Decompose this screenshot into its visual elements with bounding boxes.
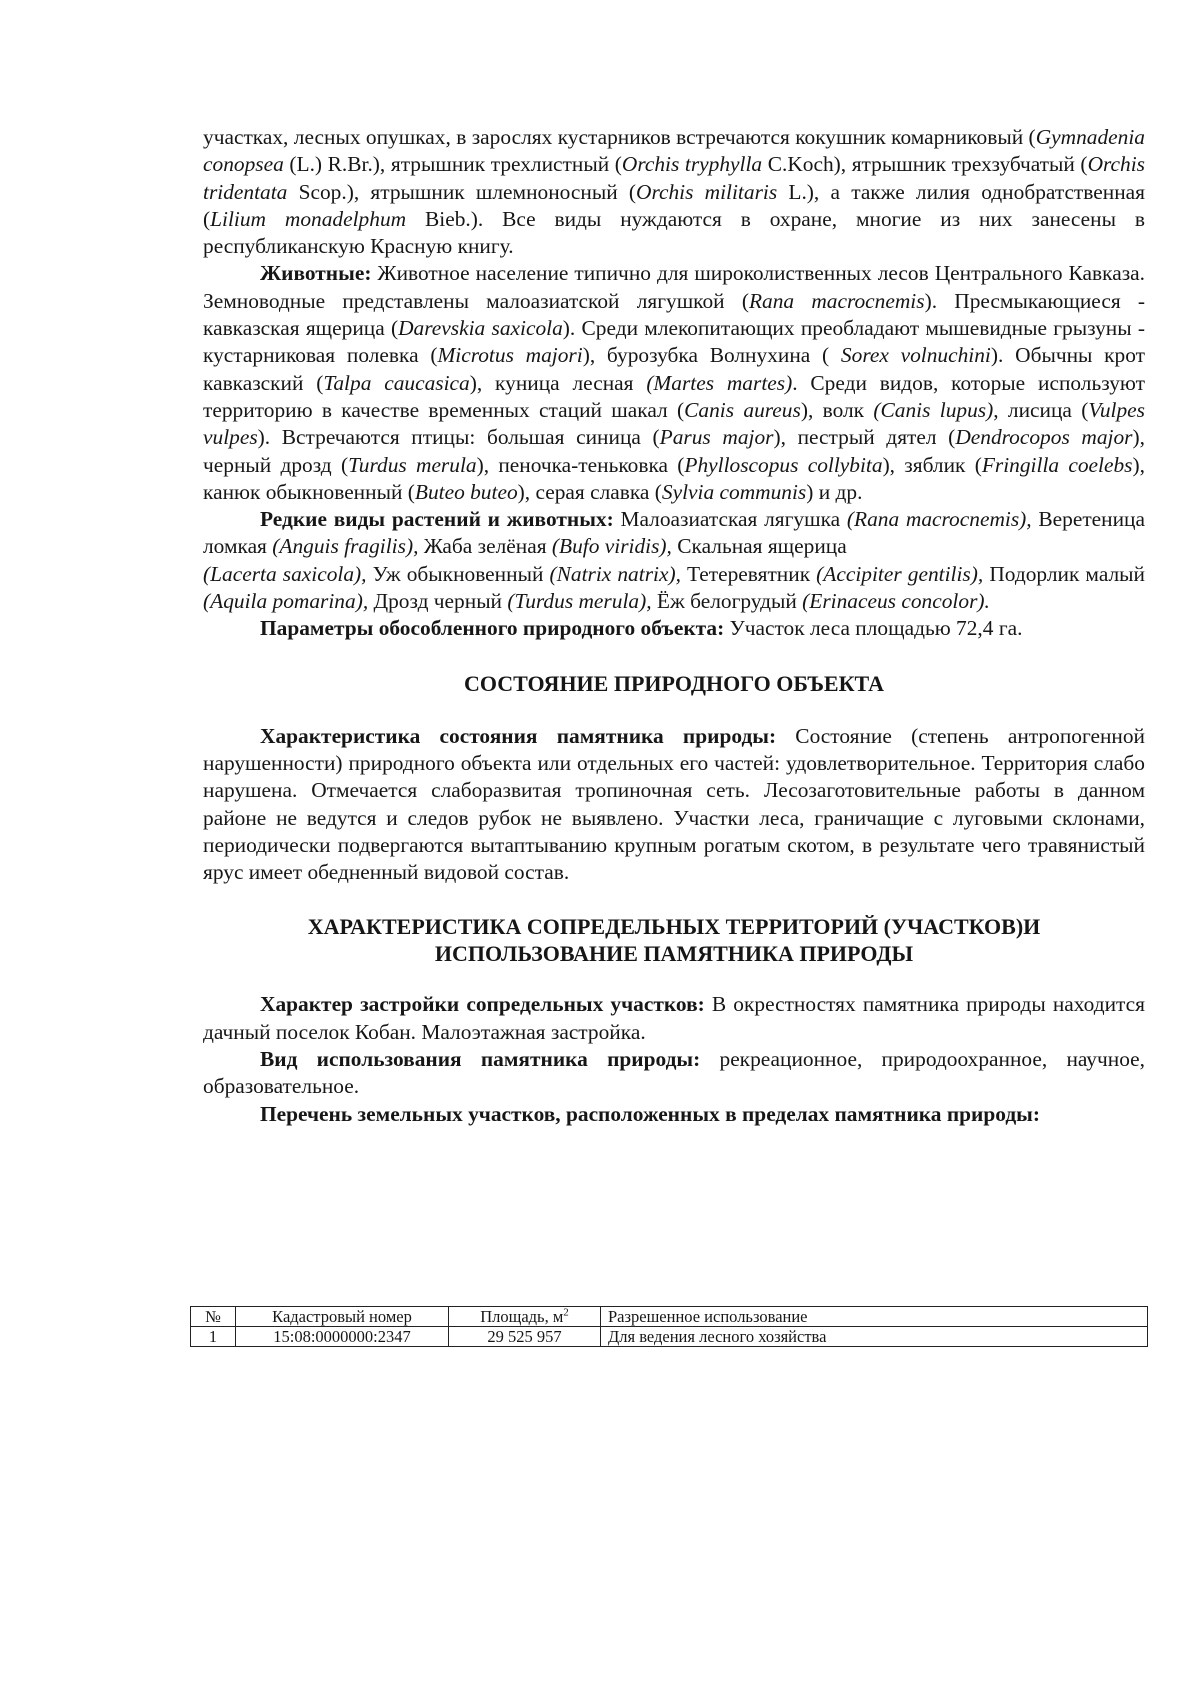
cell-permitted-use: Для ведения лесного хозяйства <box>601 1327 1148 1347</box>
usage-paragraph: Вид использования памятника природы: рекреационное, природоохранное, научное, образовательное. <box>203 1047 1146 1099</box>
state-section-heading: СОСТОЯНИЕ ПРИРОДНОГО ОБЪЕКТА <box>464 670 884 696</box>
cell-number: 1 <box>191 1327 236 1347</box>
state-paragraph: Характеристика состояния памятника природы: Состояние (степень антропогенной нарушенности) природного объекта или отдельных его частей: удовлетворительное. Территория слабо нарушена. Отмечается слаборазвитая тропиночная сеть. Лесозаготовительные работы в данном районе не ведутся и следов рубок не выявлено. Участки леса, граничащие с луговыми склонами, периодически подвергаются вытаптыванию крупным рогатым скотом, в результате чего травянистый ярус имеет обедненный видовой состав. <box>203 723 1145 885</box>
land-list-label: Перечень земельных участков, расположенных в пределах памятника природы: <box>260 1101 1040 1126</box>
animals-paragraph: Животные: Животное население типично для широколиственных лесов Центрального Кавказа. Земноводные представлены малоазиатской лягушкой (Rana macrocnemis). Пресмыкающиеся - кавказская ящерица (Darevskia saxicola). Среди млекопитающих преобладают мышевидные грызуны - кустарниковая полевка (Microtus majori), бурозубка Волнухина ( Sorex volnuchini). Обычны крот кавказский (Talpa caucasica), куница лесная (Martes martes). Среди видов, которые используют территорию в качестве временных стаций шакал (Canis aureus), волк (Canis lupus), лисица (Vulpes vulpes). Встречаются птицы: большая синица (Parus major), пестрый дятел (Dendrocopos major), черный дрозд (Turdus merula), пеночка-теньковка (Phylloscopus collybita), зяблик (Fringilla coelebs), канюк обыкновенный (Buteo buteo), серая славка (Sylvia communis) и др. <box>203 261 1146 504</box>
object-parameters-label: Параметры обособленного природного объекта: <box>260 616 725 641</box>
col-header-area: Площадь, $м^2$ <box>449 1307 601 1327</box>
table-header-row <box>191 1307 1148 1327</box>
col-header-number: № <box>191 1307 236 1327</box>
building-paragraph: Характер застройки сопредельных участков: В окрестностях памятника природы находится дачный поселок Кобан. Малоэтажная застройка. <box>203 992 1145 1044</box>
usage-label: Вид использования памятника природы: <box>260 1047 701 1072</box>
plants-paragraph: участках, лесных опушках, в зарослях кустарников встречаются кокушник комарниковый (Gymnadenia conopsea (L.) R.Br.), ятрышник трехлистный (Orchis tryphylla C.Koch), ятрышник трехзубчатый (Orchis tridentata Scop.), ятрышник шлемноносный (Orchis militaris L.), а также лилия однобратственная (Lilium monadelphum Bieb.). Все виды нуждаются в охране, многие из них занесены в республиканскую Красную книгу. <box>203 125 1145 259</box>
land-list-paragraph <box>203 1101 1145 1128</box>
object-parameters-paragraph: Параметры обособленного природного объекта: Участок леса площадью 72,4 га. <box>260 616 1023 641</box>
document-body <box>203 124 1145 1128</box>
rare-species-paragraph: Редкие виды растений и животных: Малоазиатская лягушка (Rana macrocnemis), Веретеница ломкая (Anguis fragilis), Жаба зелёная (Bufo viridis), Скальная ящерица (Lacerta saxicola), Уж обыкновенный (Natrix natrix), Тетеревятник (Accipiter gentilis), Подорлик малый (Aquila pomarina), Дрозд черный (Turdus merula), Ёж белогрудый (Erinaceus concolor). <box>203 507 1145 614</box>
col-header-cadastral: Кадастровый номер <box>236 1307 449 1327</box>
adjacent-territories-heading: ХАРАКТЕРИСТИКА СОПРЕДЕЛЬНЫХ ТЕРРИТОРИЙ (УЧАСТКОВ)И ИСПОЛЬЗОВАНИЕ ПАМЯТНИКА ПРИРОДЫ <box>307 914 1041 967</box>
cell-area: 29 525 957 <box>449 1327 601 1347</box>
animals-label: Животные: <box>260 261 372 286</box>
cell-cadastral: 15:08:0000000:2347 <box>236 1327 449 1347</box>
table-row <box>191 1327 1148 1347</box>
land-plots-table <box>190 1306 1148 1347</box>
building-label: Характер застройки сопредельных участков: <box>260 992 705 1017</box>
col-header-permitted-use: Разрешенное использование <box>601 1307 1148 1327</box>
rare-species-label: Редкие виды растений и животных: <box>260 507 614 532</box>
state-label: Характеристика состояния памятника природы: <box>260 723 777 748</box>
